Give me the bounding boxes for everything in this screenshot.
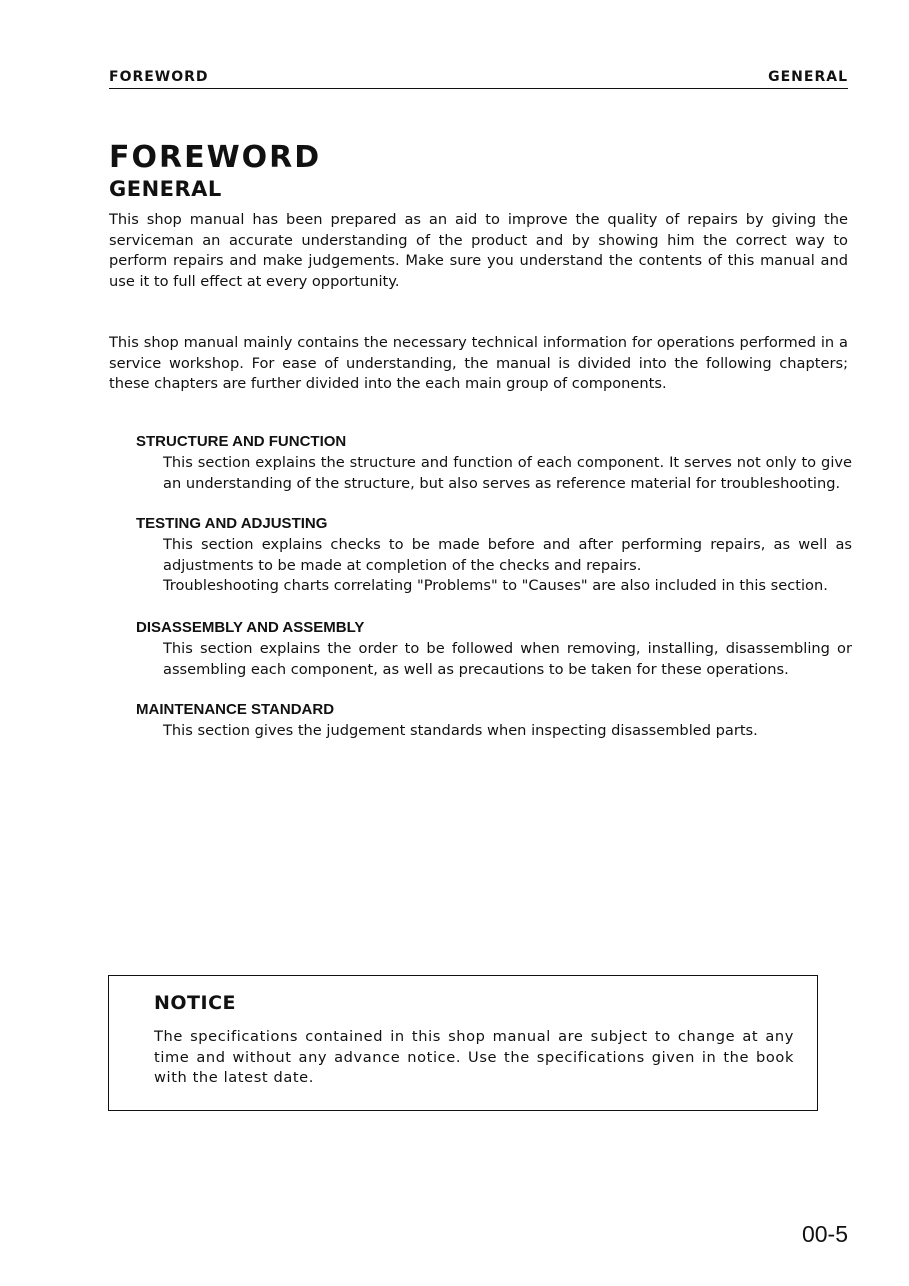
page-title: FOREWORD [109,140,322,175]
section-structure-and-function [136,432,852,494]
section-testing-and-adjusting [136,514,852,597]
section-text: Troubleshooting charts correlating "Problems" to "Causes" are also included in this section. [163,577,828,595]
notice-box [108,975,818,1111]
header-section-label: GENERAL [768,69,848,85]
notice-title: NOTICE [154,992,237,1014]
section-heading: MAINTENANCE STANDARD [136,701,335,718]
page-subtitle: GENERAL [109,177,222,201]
section-maintenance-standard [136,700,852,742]
section-text: This section explains the structure and function of each component. It serves not only to give an understanding of the structure, but also serves as reference material for troubleshooting. [163,454,852,492]
section-heading: STRUCTURE AND FUNCTION [136,433,347,450]
contents-paragraph: This shop manual mainly contains the necessary technical information for operations performed in a service workshop. For ease of understanding, the manual is divided into the following chapters; these chapters are further divided into the each main group of components. [109,334,848,393]
section-text: This section explains checks to be made before and after performing repairs, as well as adjustments to be made at completion of the checks and repairs. [163,536,852,574]
section-text: This section gives the judgement standards when inspecting disassembled parts. [163,722,758,739]
section-heading: DISASSEMBLY AND ASSEMBLY [136,619,365,636]
section-body [163,639,852,680]
running-header [109,68,848,89]
section-disassembly-and-assembly [136,618,852,680]
header-chapter-label: FOREWORD [109,69,209,85]
section-body [163,453,852,494]
section-heading: TESTING AND ADJUSTING [136,515,328,532]
section-body [163,535,852,597]
intro-paragraph: This shop manual has been prepared as an aid to improve the quality of repairs by giving the serviceman an accurate understanding of the product and by showing him the correct way to perform repairs and make judgements. Make sure you understand the contents of this manual and use it to full effect at every opportunity. [109,211,848,290]
section-body [163,721,852,742]
section-text: This section explains the order to be followed when removing, installing, disassembling or assembling each component, as well as precautions to be taken for these operations. [163,640,852,678]
page-number: 00-5 [801,1221,848,1247]
notice-text: The specifications contained in this shop manual are subject to change at any time and without any advance notice. Use the specifications given in the book with the latest date. [154,1028,794,1087]
